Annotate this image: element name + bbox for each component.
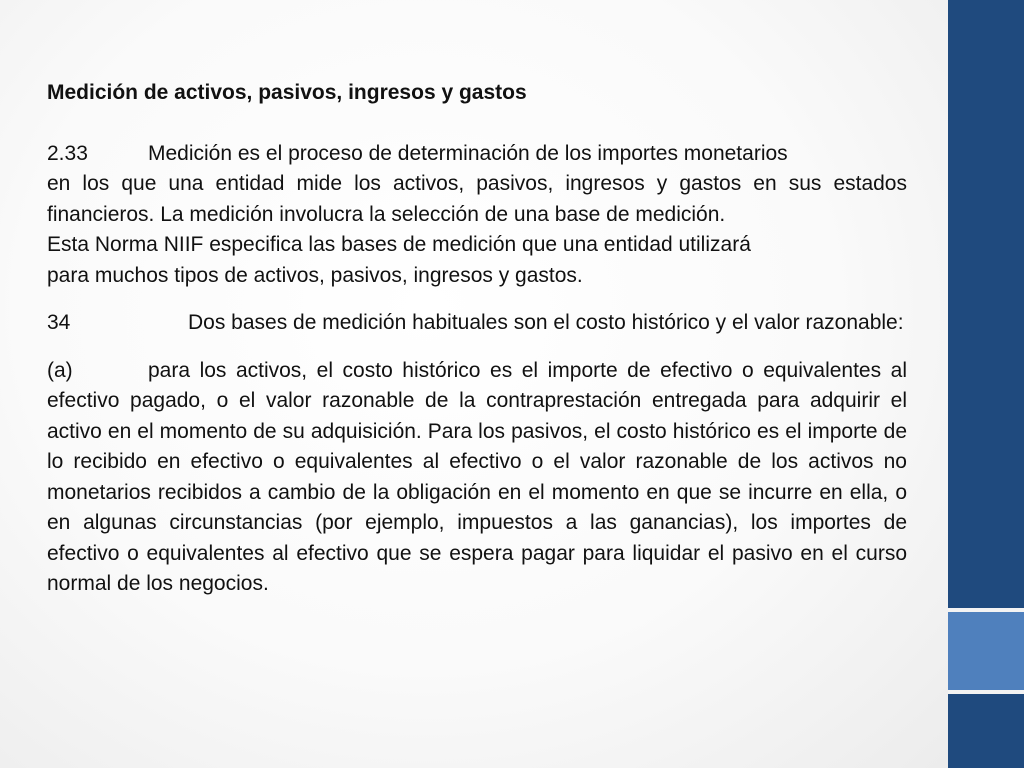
paragraph-text: Dos bases de medición habituales son el costo histórico y el valor razonable: <box>188 311 904 334</box>
sidebar-accent-block <box>948 612 1024 690</box>
paragraph-number: (a) <box>47 358 73 382</box>
paragraph-line: Esta Norma NIIF especifica las bases de medición que una entidad utilizará <box>47 233 751 256</box>
paragraph-line: para muchos tipos de activos, pasivos, ingresos y gastos. <box>47 263 583 287</box>
paragraph-2-33 <box>47 139 907 170</box>
paragraph-number: 2.33 <box>47 141 88 165</box>
spacer <box>47 291 907 308</box>
decorative-sidebar <box>948 0 1024 768</box>
paragraph-line: Medición es el proceso de determinación de los importes monetarios <box>148 141 788 165</box>
paragraph-a <box>47 356 907 600</box>
slide-content <box>47 78 907 600</box>
paragraph-body: en los que una entidad mide los activos, pasivos, ingresos y gastos en sus estados financieros. La medición involucra la selección de una base de medición. <box>47 172 907 226</box>
paragraph-number: 34 <box>47 311 71 334</box>
spacer <box>47 339 907 356</box>
paragraph-text: para los activos, el costo histórico es el importe de efectivo o equivalentes al efectivo pagado, o el valor razonable de la contraprestación entregada para adquirir el activo en el momento de su adquisición. Para los pasivos, el costo histórico es el importe de lo recibido en efectivo o equivalentes al efectivo o el valor razonable de los activos no monetarios recibidos a cambio de la obligación en el momento en que se incurre en ella, o en algunas circunstancias (por ejemplo, impuestos a las ganancias), los importes de efectivo o equivalentes al efectivo que se espera pagar para liquidar el pasivo en el curso normal de los negocios. <box>47 358 907 595</box>
paragraph-34 <box>47 308 907 339</box>
sidebar-divider <box>948 690 1024 694</box>
slide-title: Medición de activos, pasivos, ingresos y gastos <box>47 81 527 104</box>
